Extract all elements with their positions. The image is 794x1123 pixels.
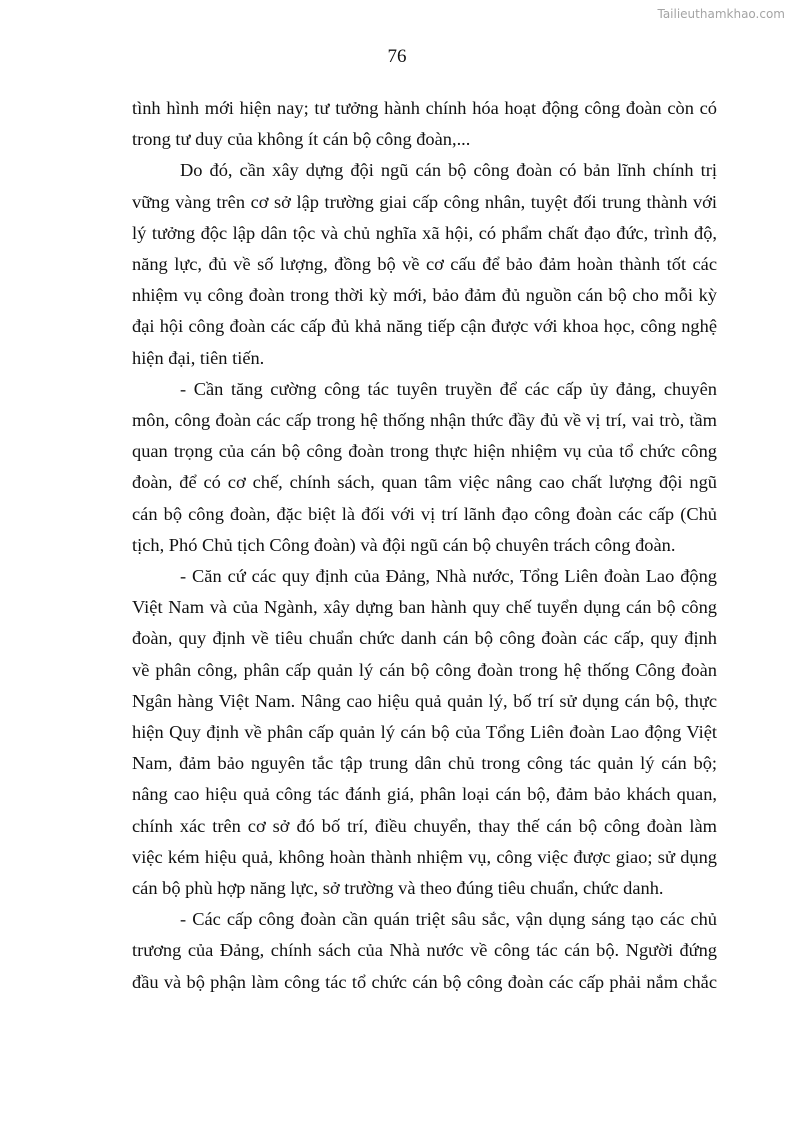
text-line: việc kém hiệu quả, không hoàn thành nhiệm vụ, công việc được giao; sử dụng	[132, 846, 717, 867]
text-line: tịch, Phó Chủ tịch Công đoàn) và đội ngũ cán bộ chuyên trách công đoàn.	[132, 534, 676, 555]
text-line: nâng cao hiệu quả công tác đánh giá, phân loại cán bộ, đảm bảo khách quan,	[132, 784, 717, 805]
text-line: chính xác trên cơ sở đó bố trí, điều chuyển, thay thế cán bộ công đoàn làm	[132, 815, 717, 836]
document-body	[132, 93, 717, 998]
text-line: nhiệm vụ công đoàn trong thời kỳ mới, bảo đảm đủ nguồn cán bộ cho mỗi kỳ	[132, 285, 717, 306]
text-line: Do đó, cần xây dựng đội ngũ cán bộ công đoàn có bản lĩnh chính trị	[180, 160, 717, 181]
text-line: cán bộ công đoàn, đặc biệt là đối với vị trí lãnh đạo công đoàn các cấp (Chủ	[132, 503, 717, 524]
text-line: đoàn, quy định về tiêu chuẩn chức danh cán bộ công đoàn các cấp, quy định	[132, 628, 717, 649]
text-line: Nam, đảm bảo nguyên tắc tập trung dân chủ trong công tác quản lý cán bộ;	[132, 753, 717, 774]
paragraph-2	[132, 155, 717, 373]
text-line: đoàn, để có cơ chế, chính sách, quan tâm việc nâng cao chất lượng đội ngũ	[132, 472, 717, 493]
text-line: trong tư duy của không ít cán bộ công đoàn,...	[132, 129, 471, 150]
text-line: đầu và bộ phận làm công tác tổ chức cán bộ công đoàn các cấp phải nắm chắc	[132, 971, 717, 992]
text-line: năng lực, đủ về số lượng, đồng bộ về cơ cấu để bảo đảm hoàn thành tốt các	[132, 254, 717, 275]
text-line: quan trọng của cán bộ công đoàn trong thực hiện nhiệm vụ của tổ chức công	[132, 441, 717, 462]
text-line: Việt Nam và của Ngành, xây dựng ban hành quy chế tuyển dụng cán bộ công	[132, 597, 717, 618]
paragraph-3	[132, 374, 717, 561]
text-line: về phân công, phân cấp quản lý cán bộ công đoàn trong hệ thống Công đoàn	[132, 659, 717, 680]
text-line: đại hội công đoàn các cấp đủ khả năng tiếp cận được với khoa học, công nghệ	[132, 316, 717, 337]
text-line: - Căn cứ các quy định của Đảng, Nhà nước, Tổng Liên đoàn Lao động	[180, 566, 717, 587]
paragraph-1	[132, 93, 717, 155]
paragraph-4	[132, 561, 717, 904]
text-line: Ngân hàng Việt Nam. Nâng cao hiệu quả quản lý, bố trí sử dụng cán bộ, thực	[132, 690, 717, 711]
text-line: tình hình mới hiện nay; tư tưởng hành chính hóa hoạt động công đoàn còn có	[132, 98, 717, 118]
page-number: 76	[387, 46, 407, 67]
text-line: hiện đại, tiên tiến.	[132, 347, 265, 368]
text-line: lý tưởng độc lập dân tộc và chủ nghĩa xã hội, có phẩm chất đạo đức, trình độ,	[132, 222, 717, 243]
watermark: Tailieuthamkhao.com	[657, 7, 785, 21]
text-line: cán bộ phù hợp năng lực, sở trường và theo đúng tiêu chuẩn, chức danh.	[132, 878, 664, 899]
text-line: môn, công đoàn các cấp trong hệ thống nhận thức đầy đủ về vị trí, vai trò, tầm	[132, 410, 717, 431]
text-line: - Cần tăng cường công tác tuyên truyền để các cấp ủy đảng, chuyên	[180, 378, 717, 399]
text-line: vững vàng trên cơ sở lập trường giai cấp công nhân, tuyệt đối trung thành với	[132, 191, 717, 212]
paragraph-5	[132, 904, 717, 998]
text-line: hiện Quy định về phân cấp quản lý cán bộ của Tổng Liên đoàn Lao động Việt	[132, 722, 717, 743]
text-line: trương của Đảng, chính sách của Nhà nước về công tác cán bộ. Người đứng	[132, 940, 717, 961]
text-line: - Các cấp công đoàn cần quán triệt sâu sắc, vận dụng sáng tạo các chủ	[180, 909, 717, 930]
